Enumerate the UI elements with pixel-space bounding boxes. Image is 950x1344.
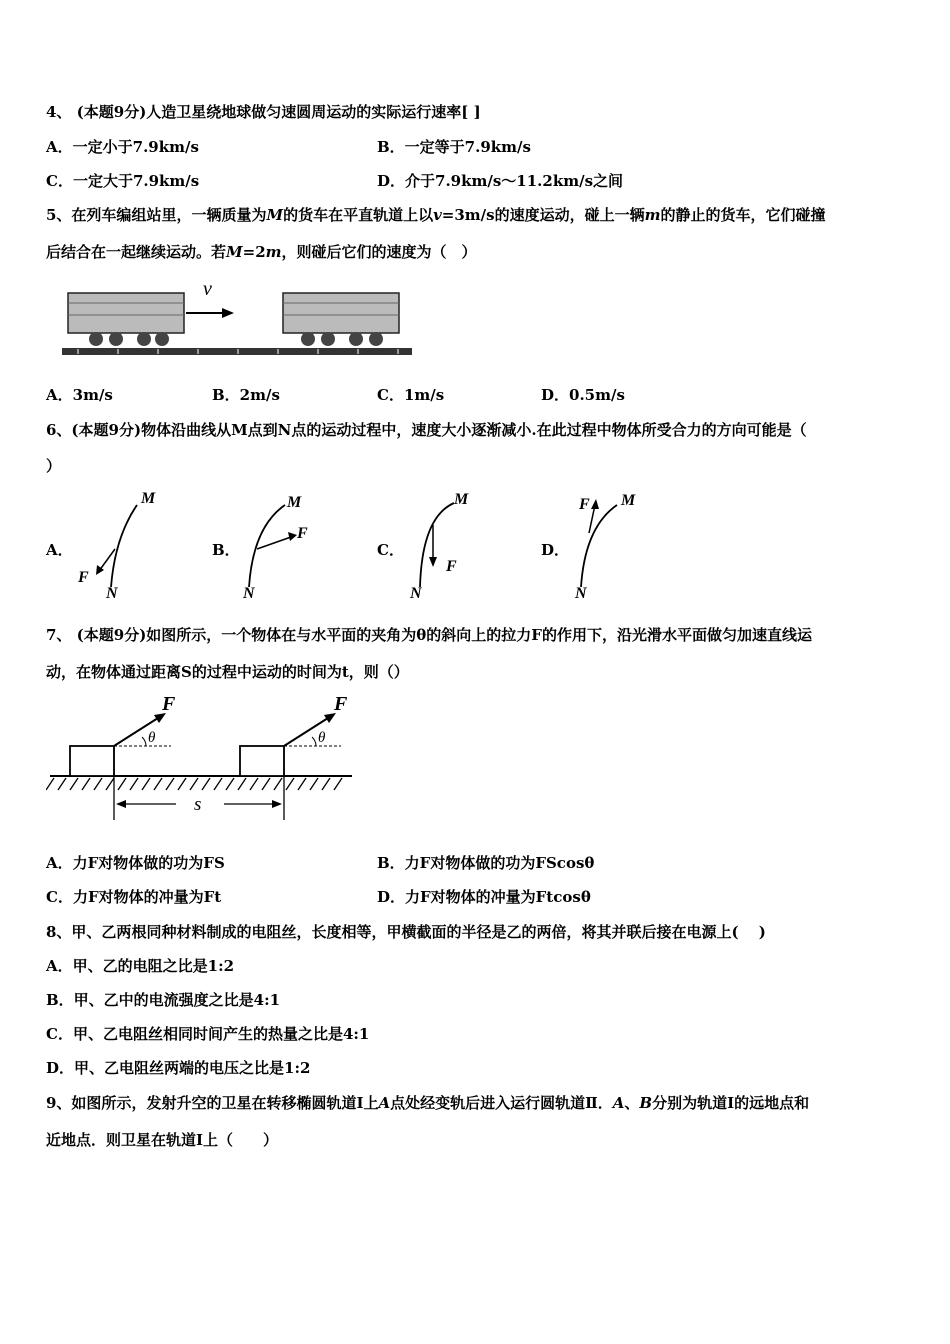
q5-train-figure xyxy=(58,275,418,365)
svg-text:M: M xyxy=(621,492,636,509)
q6-option-a: A． xyxy=(46,541,73,559)
q5-option-c: C．1m/s xyxy=(377,386,445,404)
q6-stem-line1: 6、(本题9分)物体沿曲线从M点到N点的运动过程中，速度大小逐渐减小.在此过程中物体所受合力的方向可能是（ xyxy=(46,421,807,439)
q8-option-a: A．甲、乙的电阻之比是1:2 xyxy=(46,957,235,975)
q9-stem-line1: 9、如图所示，发射升空的卫星在转移椭圆轨道Ⅰ上A点处经变轨后进入运行圆轨道Ⅱ．A、B分别为轨道Ⅰ的远地点和 xyxy=(46,1094,810,1112)
q8-stem: 8、甲、乙两根同种材料制成的电阻丝，长度相等，甲横截面的半径是乙的两倍，将其并联后接在电源上( ) xyxy=(46,923,766,941)
velocity-arrow xyxy=(222,308,234,318)
q4-option-c: C．一定大于7.9km/s xyxy=(46,172,200,190)
q6-figure-d xyxy=(565,487,665,602)
svg-text:N: N xyxy=(410,585,422,602)
q5-option-a: A．3m/s xyxy=(46,386,113,404)
svg-text:M: M xyxy=(287,494,302,511)
q6-figure-a xyxy=(75,487,170,602)
svg-text:N: N xyxy=(106,585,118,602)
q7-option-d: D．力F对物体的冲量为Ftcosθ xyxy=(377,888,591,906)
velocity-label: v xyxy=(203,278,212,300)
svg-text:N: N xyxy=(575,585,587,602)
q7-option-b: B．力F对物体做的功为FScosθ xyxy=(377,854,595,872)
q5-option-d: D．0.5m/s xyxy=(541,386,625,404)
q6-option-c: C． xyxy=(377,541,404,559)
q8-option-d: D．甲、乙电阻丝两端的电压之比是1:2 xyxy=(46,1059,311,1077)
svg-text:M: M xyxy=(454,491,469,508)
q5-stem-line1: 5、在列车编组站里，一辆质量为M的货车在平直轨道上以v=3m/s的速度运动，碰上一辆m的静止的货车，它们碰撞 xyxy=(46,206,826,224)
q8-option-c: C．甲、乙电阻丝相同时间产生的热量之比是4:1 xyxy=(46,1025,370,1043)
q6-figure-c xyxy=(400,487,500,602)
q5-stem-line2: 后结合在一起继续运动。若M=2m，则碰后它们的速度为（ ） xyxy=(46,243,477,261)
q7-option-c: C．力F对物体的冲量为Ft xyxy=(46,888,222,906)
svg-text:M: M xyxy=(141,490,156,507)
q4-option-d: D．介于7.9km/s～11.2km/s之间 xyxy=(377,172,624,190)
svg-text:N: N xyxy=(243,585,255,602)
svg-text:F: F xyxy=(334,693,348,715)
q5-option-b: B．2m/s xyxy=(212,386,280,404)
q6-option-b: B． xyxy=(212,541,240,559)
svg-text:F: F xyxy=(78,569,89,586)
svg-text:θ: θ xyxy=(148,730,156,746)
block-end xyxy=(240,746,284,776)
q8-option-b: B．甲、乙中的电流强度之比是4:1 xyxy=(46,991,281,1009)
q4-option-a: A．一定小于7.9km/s xyxy=(46,138,199,156)
moving-wagon xyxy=(68,293,184,333)
svg-text:s: s xyxy=(194,794,202,815)
q7-option-a: A．力F对物体做的功为FS xyxy=(46,854,225,872)
svg-text:F: F xyxy=(297,525,308,542)
svg-text:F: F xyxy=(162,693,176,715)
q7-block-figure xyxy=(46,690,356,825)
svg-text:F: F xyxy=(446,558,457,575)
q7-stem-line2: 动，在物体通过距离S的过程中运动的时间为t，则（） xyxy=(46,663,409,681)
q4-stem: 4、 (本题9分)人造卫星绕地球做匀速圆周运动的实际运行速率[ ] xyxy=(46,103,481,121)
q7-stem-line1: 7、 (本题9分)如图所示，一个物体在与水平面的夹角为θ的斜向上的拉力F的作用下，沿光滑水平面做匀加速直线运 xyxy=(46,626,812,644)
q6-option-d: D． xyxy=(541,541,570,559)
q4-option-b: B．一定等于7.9km/s xyxy=(377,138,531,156)
q9-stem-line2: 近地点．则卫星在轨道Ⅰ上（ ） xyxy=(46,1131,279,1149)
q6-figure-b xyxy=(235,487,335,602)
q6-stem-line2: ） xyxy=(46,457,62,475)
stationary-wagon xyxy=(283,293,399,333)
block-start xyxy=(70,746,114,776)
svg-text:θ: θ xyxy=(318,730,326,746)
svg-text:F: F xyxy=(579,496,590,513)
